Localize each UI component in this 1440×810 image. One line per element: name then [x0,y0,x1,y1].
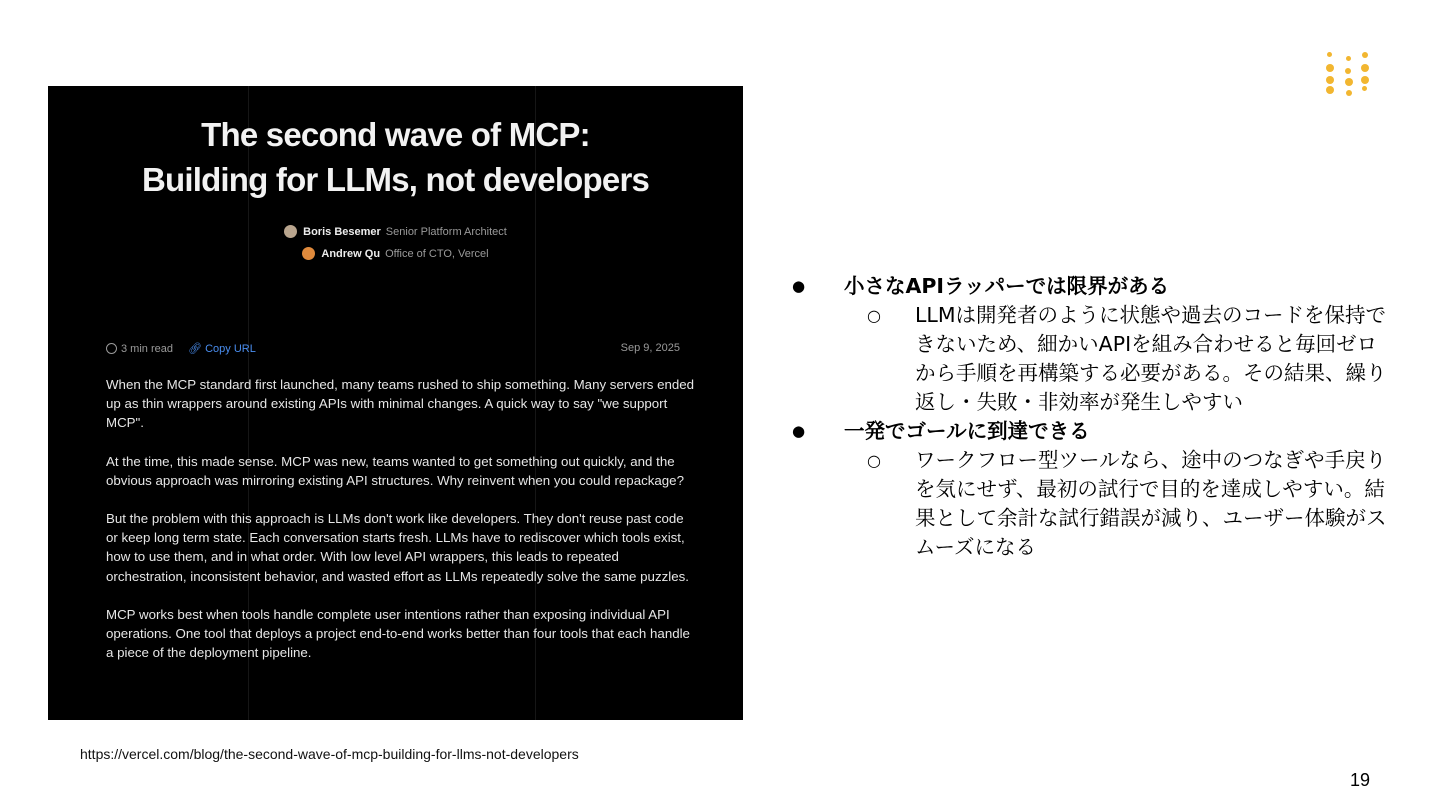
author-row: Boris Besemer Senior Platform Architect [48,225,743,238]
copy-url-link[interactable]: 🔗︎ Copy URL [188,343,256,355]
dot-grid-logo [1322,50,1370,100]
page-number: 19 [1350,770,1371,790]
author-row: Andrew Qu Office of CTO, Vercel [48,247,743,260]
paragraph: When the MCP standard first launched, many teams rushed to ship something. Many servers ended up as thin wrappers around existing APIs with minimal changes. A quick way to say "we support MCP". [106,377,695,431]
article-date: Sep 9, 2025 [620,342,680,354]
bullet-heading: ● 小さなAPIラッパーでは限界がある [790,272,1410,301]
blog-screenshot [48,86,743,720]
sub-bullet-marker: ○ [867,306,881,325]
sub-bullet: ○ LLMは開発者のように状態や過去のコードを保持できないため、細かいAPIを組み合わせると毎回ゼロから手順を再構築する必要がある。その結果、繰り返し・失敗・非効率が発生しやすい [867,303,1387,414]
sub-bullet: ○ ワークフロー型ツールなら、途中のつなぎや手戻りを気にせず、最初の試行で目的を達成しやすい。結果として余計な試行錯誤が減り、ユーザー体験がスムーズになる [867,448,1387,559]
bullet-list [790,272,1410,562]
article-meta [106,342,680,356]
source-url[interactable]: https://vercel.com/blog/the-second-wave-of-mcp-building-for-llms-not-developers [80,746,579,762]
read-time: 3 min read [121,343,173,355]
article-body [106,375,696,681]
bullet-heading: ● 一発でゴールに到達できる [790,417,1410,446]
article-title: The second wave of MCP: Building for LLMs, not developers [141,116,650,198]
avatar [284,225,297,238]
paragraph: But the problem with this approach is LLMs don't work like developers. They don't reuse past code or keep long term state. Each conversation starts fresh. LLMs have to rediscover which tools exist, how to use them, and in what order. With low level API wrappers, this leads to repeated orchestration, inconsistent behavior, and wasted effort as LLMs repeatedly solve the same puzzles. [106,511,689,584]
sub-bullet-marker: ○ [867,451,881,470]
link-icon: 🔗︎ [188,343,203,355]
clock-icon [106,343,117,354]
avatar [302,247,315,260]
paragraph: MCP works best when tools handle complete user intentions rather than exposing individual API operations. One tool that deploys a project end-to-end works better than four tools that each handle a piece of the deployment pipeline. [106,606,690,661]
paragraph: At the time, this made sense. MCP was new, teams wanted to get something out quickly, and the obvious approach was mirroring existing API structures. Why reinvent when you could repackage? [106,453,684,488]
